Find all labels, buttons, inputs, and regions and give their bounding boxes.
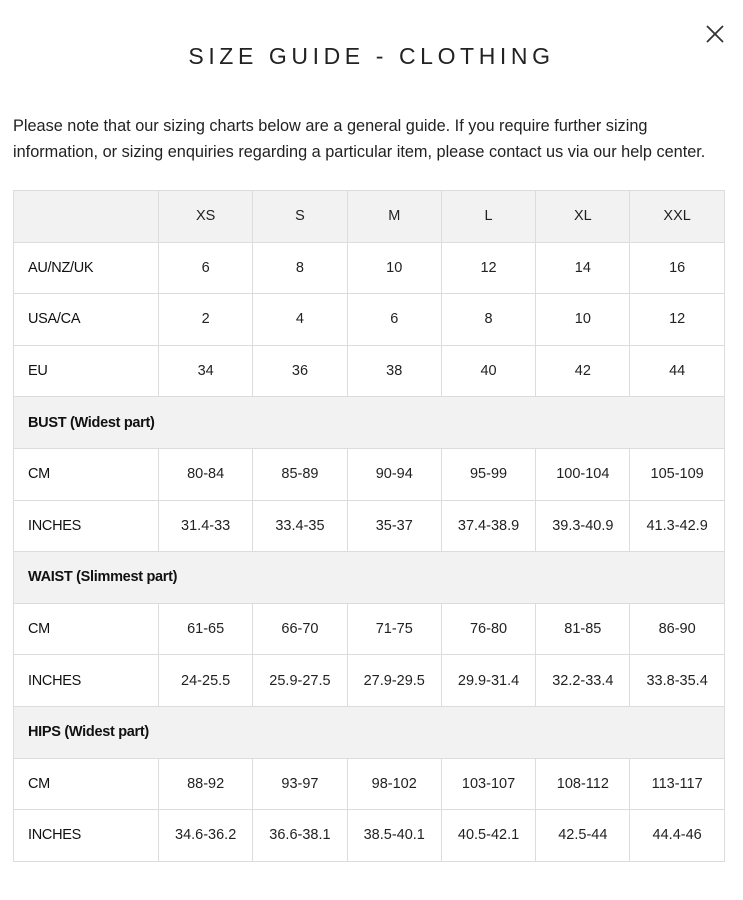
measurement-row (14, 655, 725, 707)
table-cell: 44 (630, 345, 724, 397)
table-cell: 38.5-40.1 (347, 810, 441, 862)
table-cell: 24-25.5 (159, 655, 253, 707)
table-cell: 105-109 (630, 448, 724, 500)
table-cell: 10 (536, 294, 630, 346)
table-cell: 6 (159, 242, 253, 294)
row-label: CM (14, 448, 159, 500)
table-cell: 113-117 (630, 758, 724, 810)
row-label: AU/NZ/UK (14, 242, 159, 294)
row-label: CM (14, 758, 159, 810)
size-chart-table (13, 190, 725, 862)
size-header-cell: S (253, 191, 347, 243)
table-cell: 88-92 (159, 758, 253, 810)
section-title: HIPS (Widest part) (14, 706, 725, 758)
table-cell: 90-94 (347, 448, 441, 500)
measurement-row (14, 603, 725, 655)
row-label: INCHES (14, 810, 159, 862)
measurement-row (14, 448, 725, 500)
table-cell: 12 (630, 294, 724, 346)
row-label: CM (14, 603, 159, 655)
table-cell: 66-70 (253, 603, 347, 655)
table-cell: 108-112 (536, 758, 630, 810)
table-cell: 29.9-31.4 (441, 655, 535, 707)
size-header-cell: XXL (630, 191, 724, 243)
row-label: INCHES (14, 500, 159, 552)
table-cell: 38 (347, 345, 441, 397)
table-cell: 103-107 (441, 758, 535, 810)
size-header-cell: M (347, 191, 441, 243)
table-cell: 76-80 (441, 603, 535, 655)
table-cell: 33.8-35.4 (630, 655, 724, 707)
table-cell: 16 (630, 242, 724, 294)
table-cell: 2 (159, 294, 253, 346)
table-cell: 98-102 (347, 758, 441, 810)
size-header-cell: XS (159, 191, 253, 243)
table-cell: 39.3-40.9 (536, 500, 630, 552)
table-cell: 14 (536, 242, 630, 294)
table-cell: 31.4-33 (159, 500, 253, 552)
table-cell: 42 (536, 345, 630, 397)
table-cell: 86-90 (630, 603, 724, 655)
table-cell: 37.4-38.9 (441, 500, 535, 552)
section-title: WAIST (Slimmest part) (14, 552, 725, 604)
table-cell: 81-85 (536, 603, 630, 655)
section-header-row (14, 552, 725, 604)
table-cell: 36.6-38.1 (253, 810, 347, 862)
table-cell: 41.3-42.9 (630, 500, 724, 552)
table-cell: 25.9-27.5 (253, 655, 347, 707)
table-cell: 8 (441, 294, 535, 346)
table-cell: 93-97 (253, 758, 347, 810)
table-cell: 61-65 (159, 603, 253, 655)
table-cell: 4 (253, 294, 347, 346)
table-cell: 32.2-33.4 (536, 655, 630, 707)
table-cell: 10 (347, 242, 441, 294)
conversion-row (14, 242, 725, 294)
table-cell: 71-75 (347, 603, 441, 655)
size-header-cell: XL (536, 191, 630, 243)
table-cell: 100-104 (536, 448, 630, 500)
table-cell: 27.9-29.5 (347, 655, 441, 707)
header-corner-cell (14, 191, 159, 243)
section-header-row (14, 397, 725, 449)
measurement-row (14, 758, 725, 810)
measurement-row (14, 810, 725, 862)
table-cell: 85-89 (253, 448, 347, 500)
table-cell: 42.5-44 (536, 810, 630, 862)
size-header-cell: L (441, 191, 535, 243)
table-cell: 33.4-35 (253, 500, 347, 552)
table-cell: 95-99 (441, 448, 535, 500)
table-cell: 40 (441, 345, 535, 397)
table-cell: 36 (253, 345, 347, 397)
table-cell: 8 (253, 242, 347, 294)
table-cell: 40.5-42.1 (441, 810, 535, 862)
table-cell: 12 (441, 242, 535, 294)
section-title: BUST (Widest part) (14, 397, 725, 449)
table-cell: 44.4-46 (630, 810, 724, 862)
sizing-note: Please note that our sizing charts below are a general guide. If you require further sizing information, or sizing enquiries regarding a particular item, please contact us via our help center. (13, 117, 706, 161)
row-label: EU (14, 345, 159, 397)
table-cell: 6 (347, 294, 441, 346)
section-header-row (14, 706, 725, 758)
conversion-row (14, 345, 725, 397)
page-title: SIZE GUIDE - CLOTHING (188, 43, 555, 69)
conversion-row (14, 294, 725, 346)
size-header-row (14, 191, 725, 243)
row-label: INCHES (14, 655, 159, 707)
table-cell: 80-84 (159, 448, 253, 500)
table-cell: 35-37 (347, 500, 441, 552)
table-cell: 34 (159, 345, 253, 397)
row-label: USA/CA (14, 294, 159, 346)
measurement-row (14, 500, 725, 552)
table-cell: 34.6-36.2 (159, 810, 253, 862)
